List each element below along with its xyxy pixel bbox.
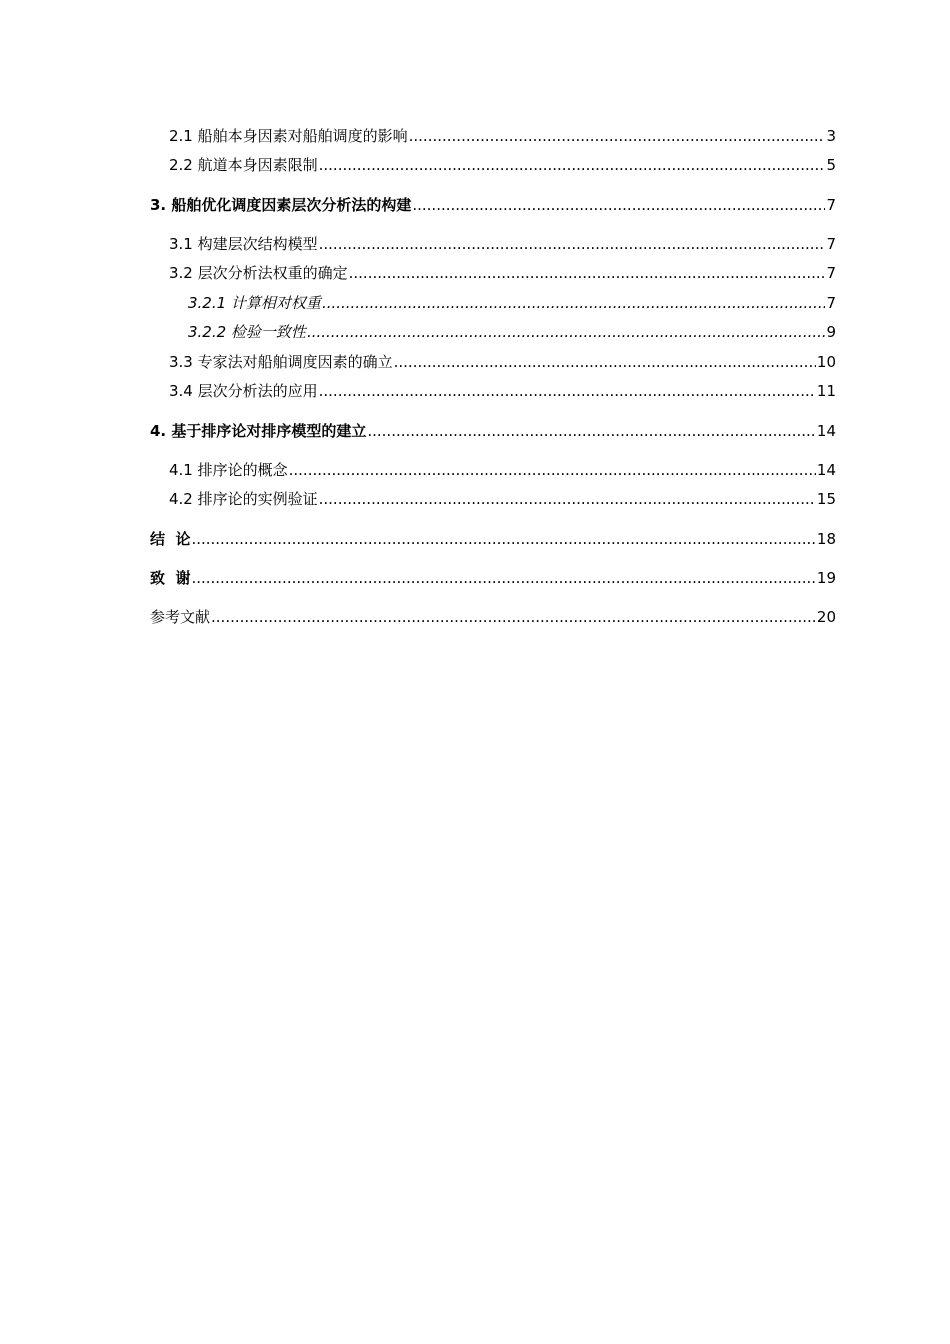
toc-entry-4[interactable]: [150, 421, 836, 441]
toc-entry-page: 7: [826, 235, 836, 253]
toc-entry-title: 3.4 层次分析法的应用: [169, 382, 318, 400]
toc-entry-page: 10: [816, 353, 836, 371]
toc-entry-acknowledgements[interactable]: [150, 568, 836, 588]
dot-leader: [394, 352, 816, 372]
toc-entry-3-1[interactable]: [150, 234, 836, 254]
toc-entry-references[interactable]: [150, 607, 836, 627]
toc-entry-page: 3: [826, 127, 836, 145]
dot-leader: [349, 263, 826, 283]
toc-entry-3-2-2[interactable]: [150, 322, 836, 342]
dot-leader: [307, 322, 826, 342]
dot-leader: [319, 381, 816, 401]
dot-leader: [409, 126, 826, 146]
toc-entry-title: 3.3 专家法对船舶调度因素的确立: [169, 353, 393, 371]
toc-entry-page: 14: [816, 422, 836, 440]
toc-entry-page: 7: [826, 196, 836, 214]
toc-entry-page: 20: [816, 608, 836, 626]
toc-entry-title: 4.1 排序论的概念: [169, 461, 288, 479]
toc-entry-page: 14: [816, 461, 836, 479]
toc-entry-title: 3.2 层次分析法权重的确定: [169, 264, 348, 282]
toc-entry-page: 7: [826, 264, 836, 282]
toc-entry-title: 4.2 排序论的实例验证: [169, 490, 318, 508]
dot-leader: [412, 195, 825, 215]
toc-entry-page: 9: [826, 323, 836, 341]
toc-entry-title: 参考文献: [150, 608, 211, 626]
dot-leader: [319, 234, 826, 254]
toc-entry-3-2-1[interactable]: [150, 293, 836, 313]
toc-entry-page: 11: [816, 382, 836, 400]
toc-entry-page: 7: [826, 294, 836, 312]
toc-entry-title: 3. 船舶优化调度因素层次分析法的构建: [150, 196, 412, 214]
toc-entry-page: 5: [826, 156, 836, 174]
toc-entry-title: 2.1 船舶本身因素对船舶调度的影响: [169, 127, 408, 145]
toc-entry-title: 4. 基于排序论对排序模型的建立: [150, 422, 367, 440]
toc-entry-title: 2.2 航道本身因素限制: [169, 156, 318, 174]
toc-entry-title: 致 谢: [150, 569, 191, 587]
toc-entry-title: 3.2.2 检验一致性: [188, 323, 306, 341]
toc-entry-page: 18: [816, 530, 836, 548]
dot-leader: [191, 568, 815, 588]
toc-entry-4-1[interactable]: [150, 460, 836, 480]
toc-entry-conclusion[interactable]: [150, 529, 836, 549]
toc-entry-page: 19: [816, 569, 836, 587]
dot-leader: [289, 460, 816, 480]
dot-leader: [319, 489, 816, 509]
dot-leader: [191, 529, 815, 549]
toc-entry-2-2[interactable]: [150, 155, 836, 175]
toc-entry-4-2[interactable]: [150, 489, 836, 509]
toc-entry-3-3[interactable]: [150, 352, 836, 372]
dot-leader: [367, 421, 816, 441]
toc-entry-title: 结 论: [150, 530, 191, 548]
toc-entry-3-4[interactable]: [150, 381, 836, 401]
toc-entry-3[interactable]: [150, 195, 836, 215]
toc-entry-2-1[interactable]: [150, 126, 836, 146]
toc-entry-3-2[interactable]: [150, 263, 836, 283]
toc-entry-title: 3.2.1 计算相对权重: [188, 294, 321, 312]
dot-leader: [211, 607, 816, 627]
dot-leader: [319, 155, 826, 175]
dot-leader: [322, 293, 826, 313]
toc-entry-page: 15: [816, 490, 836, 508]
toc-entry-title: 3.1 构建层次结构模型: [169, 235, 318, 253]
